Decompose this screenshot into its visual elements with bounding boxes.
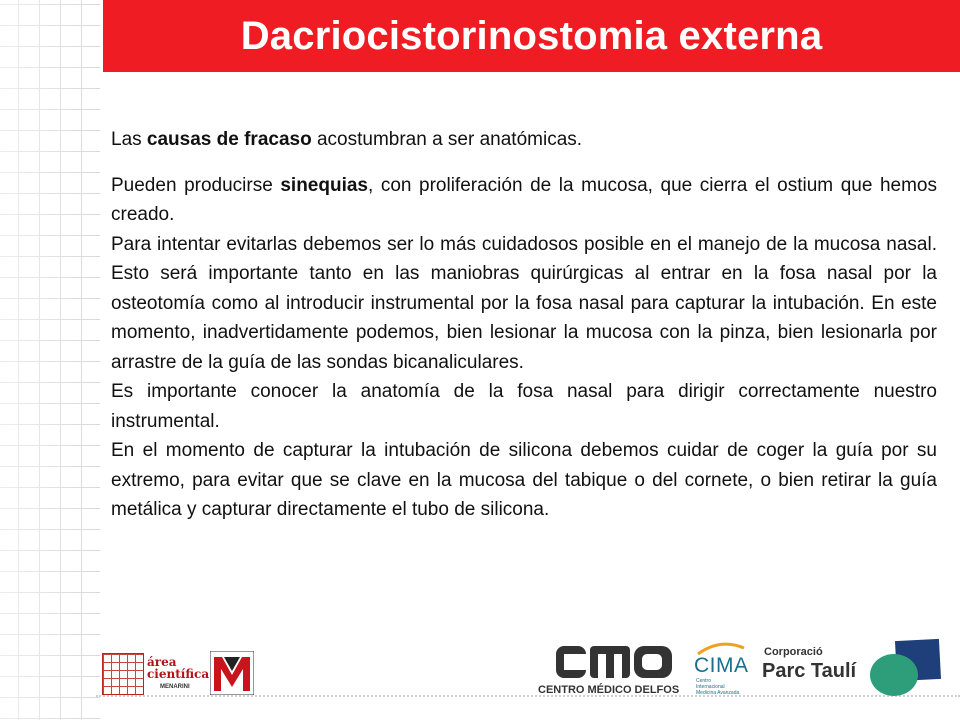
menarini-m-logo — [210, 651, 254, 695]
cima-logo — [688, 640, 748, 698]
title-bar — [103, 0, 960, 72]
p1-post: acostumbran a ser anatómicas. — [311, 129, 583, 150]
cmd-caption: CENTRO MÉDICO DELFOS — [538, 684, 680, 696]
p1-bold: causas de fracaso — [146, 129, 312, 150]
menarini-m-icon — [210, 651, 254, 695]
grid-fade — [0, 0, 100, 720]
paragraph-anatomy: Es importante conocer la anatomía de la fosa nasal para dirigir correctamente nuestro instrumental. — [111, 381, 937, 432]
area-logo-line1: área — [147, 655, 177, 669]
paragraph-avoid: Para intentar evitarlas debemos ser lo más cuidadosos posible en el manejo de la mucosa nasal. Esto será importante tanto en las maniobras quirúrgicas al entrar en la fosa nasal por la osteotomía como al introducir instrumental por la fosa nasal para capturar la intubación. En este momento, inadvertidamente podemos, bien lesionar la mucosa con la pinza, bien lesionarla por arrastre de la guía de las sondas bicanaliculares. — [111, 233, 937, 373]
tauli-circle-icon — [870, 654, 918, 696]
p2-bold: sinequias — [280, 174, 368, 196]
area-cientifica-logo — [100, 651, 208, 695]
cima-subtitle: Centro Internacional Medicina Avanzada — [696, 678, 740, 696]
tauli-name: Parc Taulí — [762, 660, 857, 682]
cmd-icon — [556, 642, 676, 682]
slide-title: Dacriocistorinostomia externa — [240, 13, 823, 58]
p1-pre: Las — [111, 129, 147, 150]
area-logo-line2: científica — [147, 667, 210, 681]
area-logo-line3: MENARINI — [160, 684, 190, 690]
paragraph-capture: En el momento de capturar la intubación de silicona debemos cuidar de coger la guía por su extremo, para evitar que se clave en la mucosa del tabique o del cornete, o bien retirar la guía metálica y capturar directamente el tubo de silicona. — [111, 440, 937, 520]
paragraph-sinequias — [111, 171, 937, 230]
cima-name: CIMA — [694, 654, 749, 677]
parc-tauli-logo — [760, 638, 960, 700]
slide-body — [111, 125, 937, 525]
paragraph-causes — [111, 125, 937, 155]
p2-pre: Pueden producirse — [111, 174, 281, 196]
p2-post: , con proliferación de la mucosa, que cierra el ostium que hemos creado. — [111, 174, 937, 225]
area-grid-icon — [102, 653, 144, 695]
centro-medico-delfos-logo — [532, 640, 682, 698]
tauli-corp-label: Corporació — [764, 646, 823, 658]
